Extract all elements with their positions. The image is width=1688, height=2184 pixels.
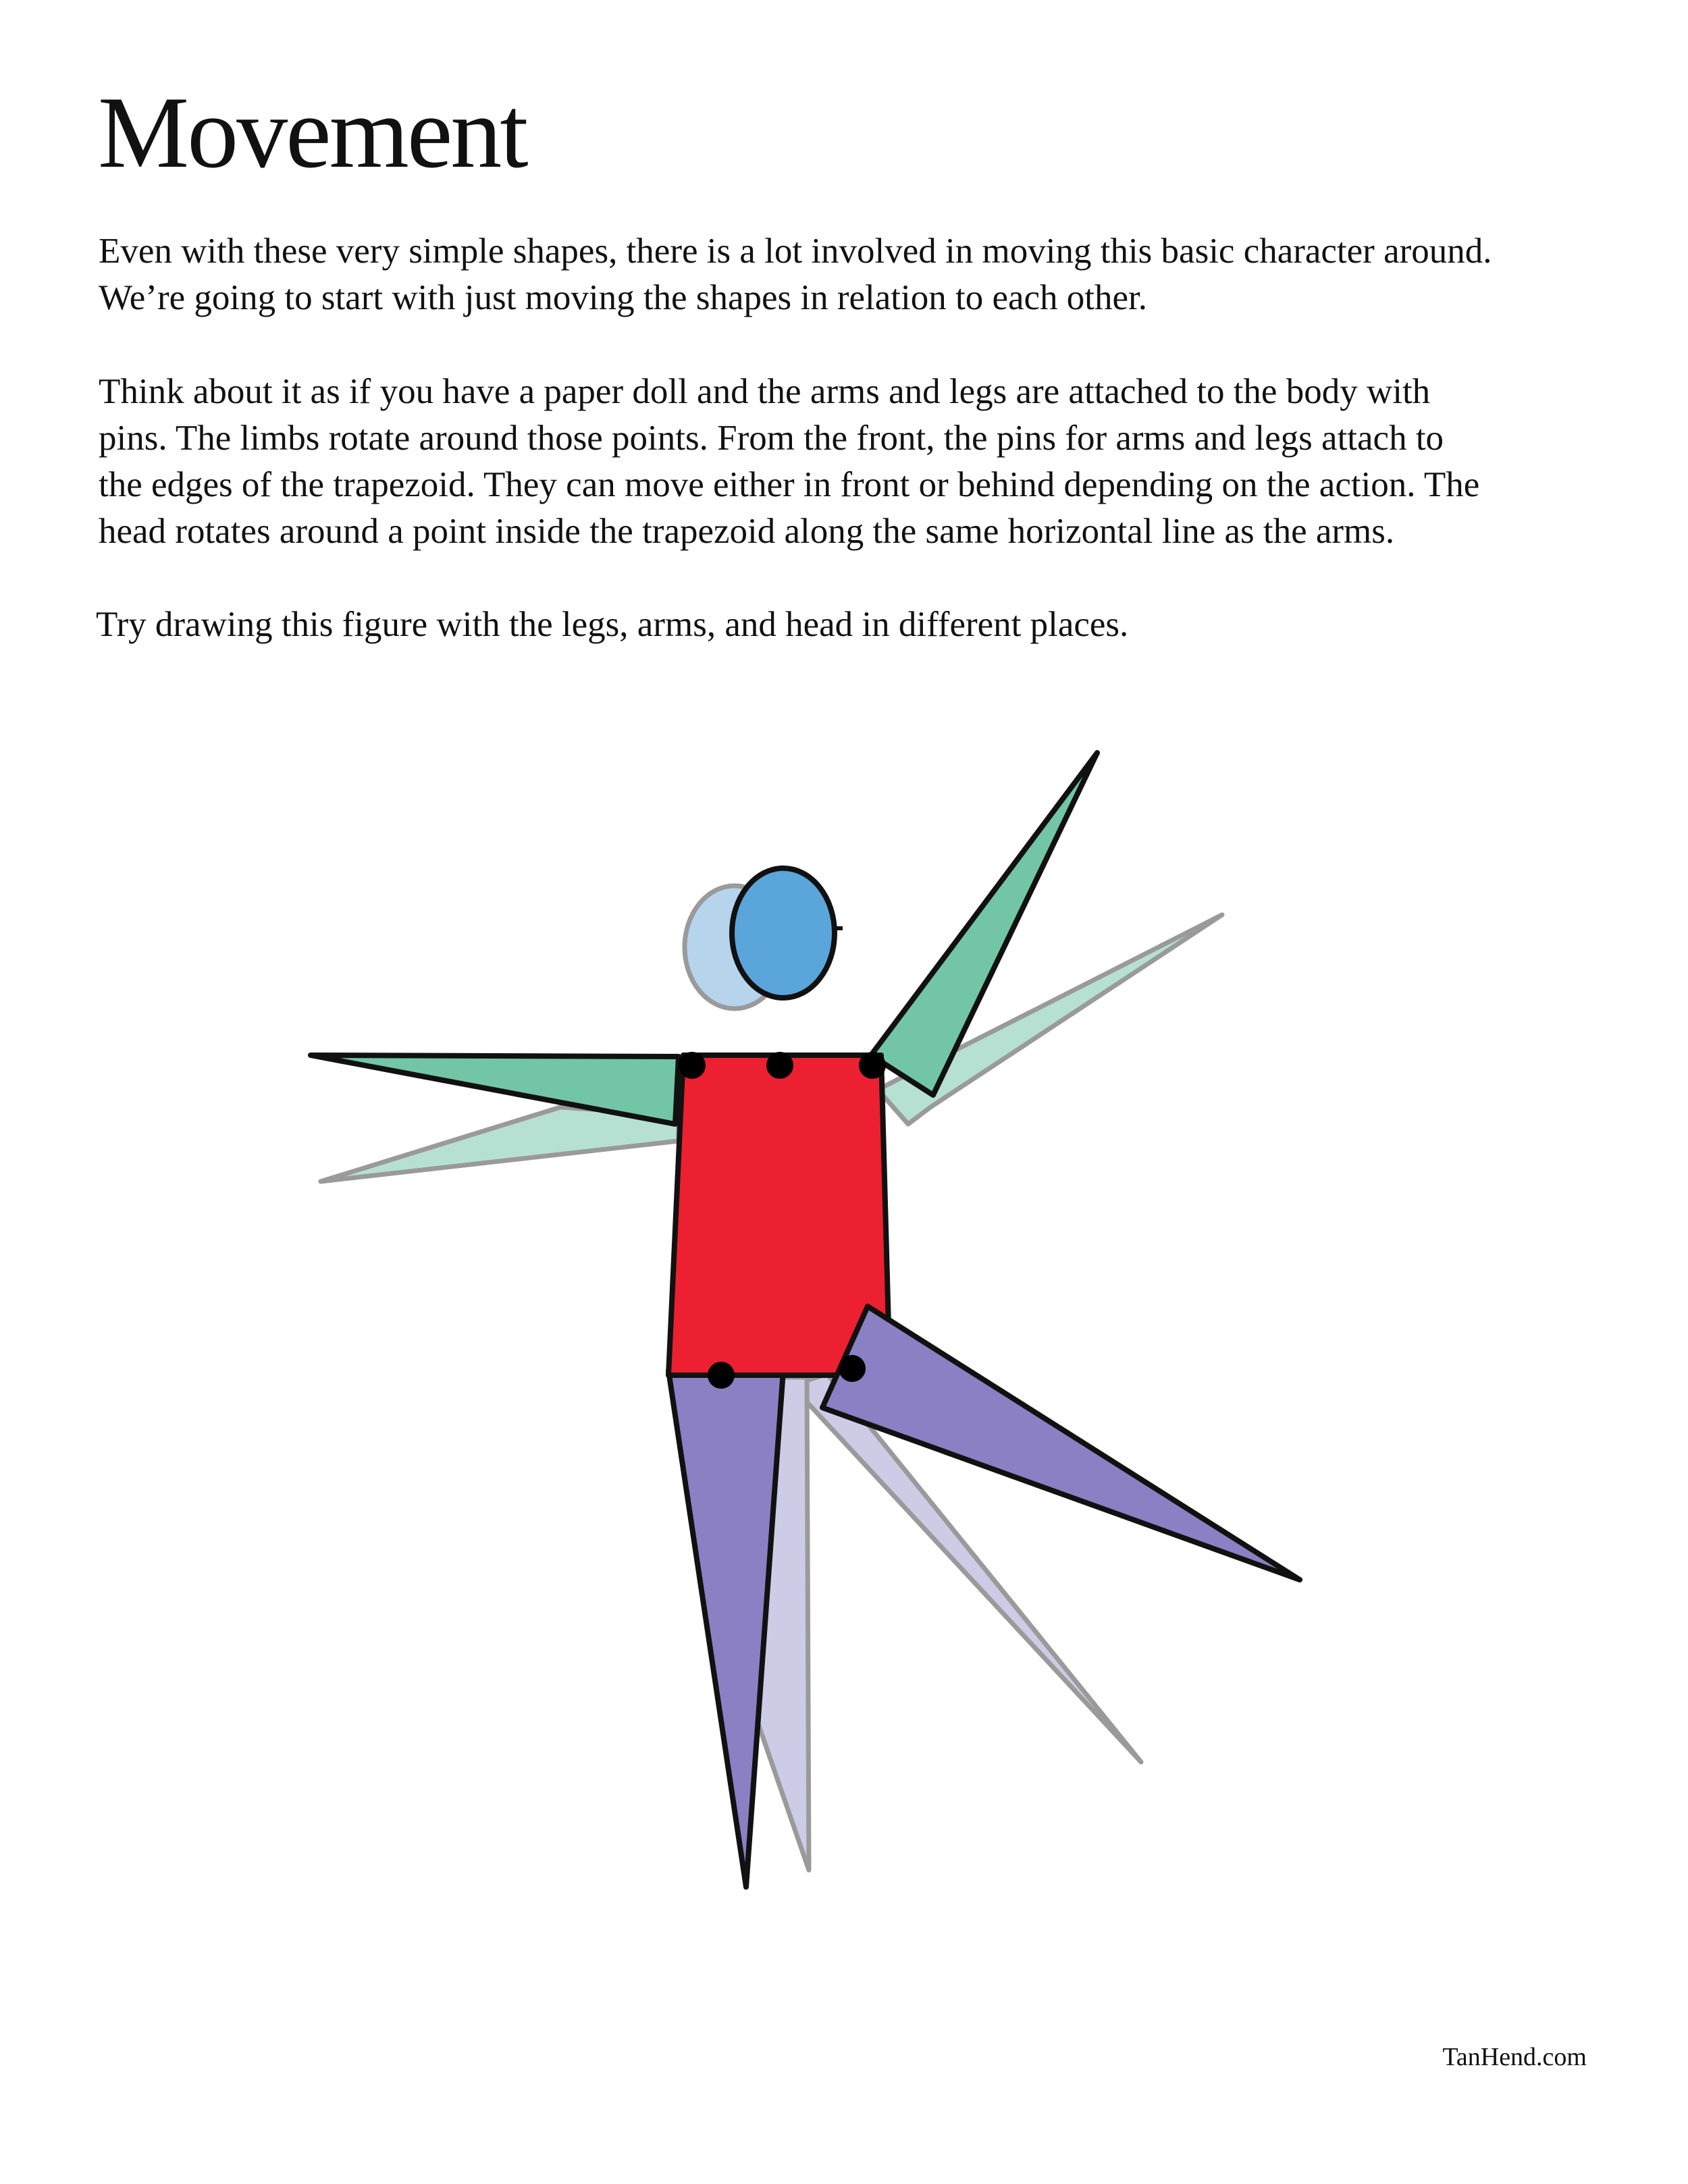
left-shoulder-pin <box>679 1052 706 1079</box>
right-shoulder-pin <box>859 1052 886 1079</box>
left-hip-pin <box>708 1362 735 1389</box>
text-line: head rotates around a point inside the trapezoid along the same horizontal line as the arms. <box>99 512 1395 551</box>
text-line: Even with these very simple shapes, there is a lot involved in moving this basic character around. <box>99 232 1492 271</box>
text-line: the edges of the trapezoid. They can move either in front or behind depending on the action. The <box>99 465 1480 504</box>
text-line: We’re going to start with just moving the shapes in relation to each other. <box>99 278 1147 317</box>
neck-pin <box>766 1052 793 1079</box>
left-leg <box>668 1370 783 1887</box>
text-line: Try drawing this figure with the legs, arms, and head in different places. <box>96 605 1129 644</box>
ghost-left-arm <box>321 1107 679 1181</box>
page-title: Movement <box>98 76 527 189</box>
left-arm <box>311 1055 679 1124</box>
head <box>732 868 835 998</box>
right-hip-pin <box>839 1355 866 1382</box>
text-line: Think about it as if you have a paper doll and the arms and legs are attached to the body with <box>99 372 1431 411</box>
text-line: pins. The limbs rotate around those points. From the front, the pins for arms and legs attach to <box>99 419 1444 458</box>
site-credit: TanHend.com <box>1442 2043 1587 2071</box>
right-leg <box>822 1306 1300 1580</box>
